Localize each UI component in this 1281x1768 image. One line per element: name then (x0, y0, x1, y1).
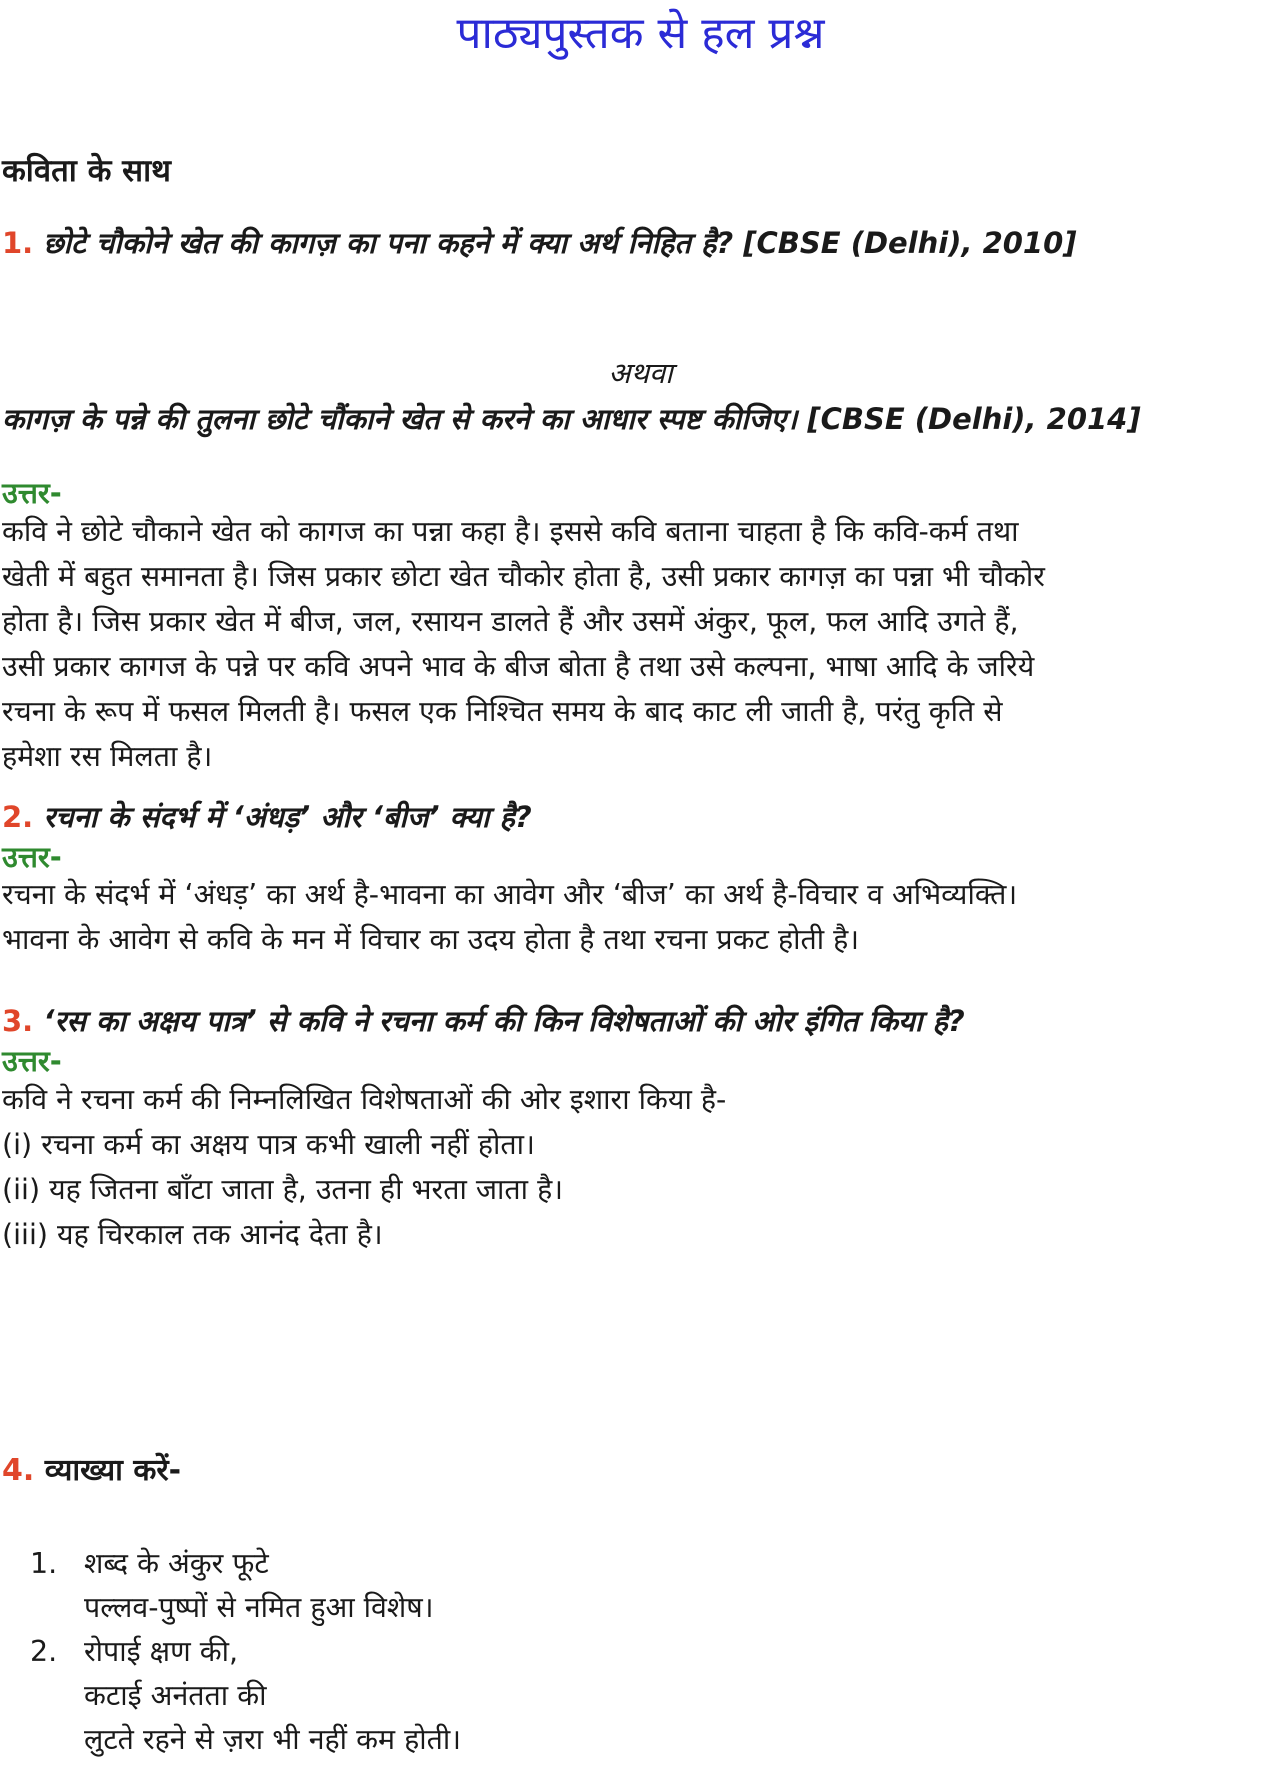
page-title: पाठ्यपुस्तक से हल प्रश्न (456, 8, 825, 59)
answer-2 (2, 872, 1277, 962)
explain-list (30, 1542, 1270, 1762)
answer-label: उत्तर- (2, 476, 62, 510)
question-1 (2, 222, 1272, 264)
answer-line: हमेशा रस मिलता है। (2, 740, 213, 773)
answer-line: रचना के संदर्भ में ‘अंधड़’ का अर्थ है-भावना का आवेग और ‘बीज’ का अर्थ है-विचार व अभिव्यक्ति। (2, 878, 1018, 911)
question-2 (2, 796, 1272, 838)
answer-line: (i) रचना कर्म का अक्षय पात्र कभी खाली नहीं होता। (2, 1128, 535, 1161)
list-item (30, 1630, 1270, 1762)
verse-line: लुटते रहने से ज़रा भी नहीं कम होती। (84, 1723, 462, 1756)
question-3 (2, 1000, 1272, 1042)
answer-line: होता है। जिस प्रकार खेत में बीज, जल, रसायन डालते हैं और उसमें अंकुर, फूल, फल आदि उगते हैं, (2, 605, 1019, 638)
list-item-number: 1. (30, 1547, 58, 1580)
question-4 (2, 1450, 181, 1492)
answer-line: रचना के रूप में फसल मिलती है। फसल एक निश्चित समय के बाद काट ली जाती है, परंतु कृति से (2, 695, 1003, 728)
verse-line: पल्लव-पुष्पों से नमित हुआ विशेष। (84, 1591, 434, 1624)
verse-line: रोपाई क्षण की, (84, 1635, 239, 1668)
answer-label: उत्तर- (2, 840, 62, 874)
question-text: ‘रस का अक्षय पात्र’ से कवि ने रचना कर्म की किन विशेषताओं की ओर इंगित किया है? (43, 1004, 965, 1038)
or-label: अथवा (608, 356, 673, 390)
question-1-alt: कागज़ के पन्ने की तुलना छोटे चौंकाने खेत से करने का आधार स्पष्ट कीजिए। [CBSE (Delhi), 2014] (2, 402, 1141, 436)
answer-line: (ii) यह जितना बाँटा जाता है, उतना ही भरता जाता है। (2, 1173, 564, 1206)
question-text: छोटे चौकोने खेत की कागज़ का पना कहने में क्या अर्थ निहित है? [CBSE (Delhi), 2010] (43, 226, 1077, 260)
question-number: 1. (2, 226, 34, 260)
question-number: 4. (2, 1453, 35, 1488)
section-heading: कविता के साथ (2, 153, 171, 189)
answer-line: कवि ने छोटे चौकाने खेत को कागज का पन्ना कहा है। इससे कवि बताना चाहता है कि कवि-कर्म तथा (2, 515, 1019, 548)
question-text: रचना के संदर्भ में ‘अंधड़’ और ‘बीज’ क्या है? (43, 800, 532, 834)
answer-line: (iii) यह चिरकाल तक आनंद देता है। (2, 1218, 383, 1251)
answer-line: कवि ने रचना कर्म की निम्नलिखित विशेषताओं की ओर इशारा किया है- (2, 1083, 727, 1116)
question-number: 2. (2, 800, 34, 834)
list-item (30, 1542, 1270, 1630)
question-text: व्याख्या करें- (44, 1453, 182, 1488)
question-number: 3. (2, 1004, 34, 1038)
answer-line: उसी प्रकार कागज के पन्ने पर कवि अपने भाव के बीज बोता है तथा उसे कल्पना, भाषा आदि के जरिये (2, 650, 1035, 683)
answer-label: उत्तर- (2, 1044, 62, 1078)
verse-line: कटाई अनंतता की (84, 1679, 267, 1712)
list-item-number: 2. (30, 1635, 58, 1668)
answer-1 (2, 509, 1277, 779)
answer-line: भावना के आवेग से कवि के मन में विचार का उदय होता है तथा रचना प्रकट होती है। (2, 923, 860, 956)
answer-line: खेती में बहुत समानता है। जिस प्रकार छोटा खेत चौकोर होता है, उसी प्रकार कागज़ का पन्ना भी चौकोर (2, 560, 1045, 593)
answer-3 (2, 1077, 1277, 1257)
verse-line: शब्द के अंकुर फूटे (84, 1547, 269, 1580)
